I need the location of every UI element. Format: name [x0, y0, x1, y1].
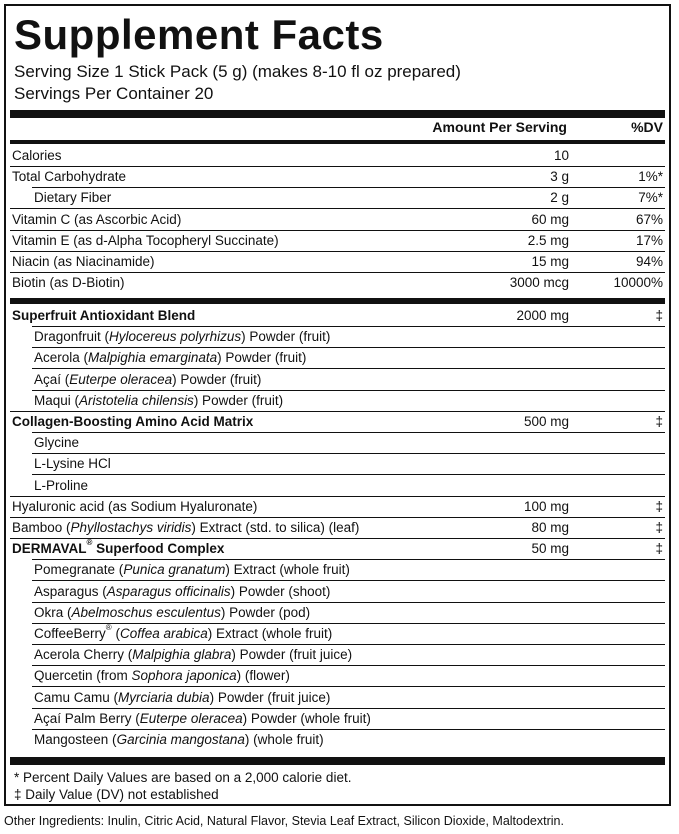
row-name — [34, 644, 352, 665]
amount-value: 60 mg — [531, 211, 569, 227]
name-post: ) Powder (fruit juice) — [209, 689, 331, 705]
dv-value: 7%* — [638, 190, 663, 206]
ingredient-row — [10, 517, 665, 538]
name-pre: Açaí Palm Berry ( — [34, 710, 140, 726]
serving-size: Serving Size 1 Stick Pack (5 g) (makes 8-10 fl oz prepared) — [14, 62, 461, 81]
name-pre: Okra ( — [34, 604, 72, 620]
name-name: DERMAVAL — [12, 541, 87, 557]
name-mark: ® — [86, 538, 93, 548]
supplement-facts-panel — [4, 4, 671, 806]
ingredient-row — [10, 432, 665, 453]
row-name: Dietary Fiber — [34, 190, 112, 206]
row-name: Vitamin C (as Ascorbic Acid) — [12, 211, 182, 227]
ingredient-row — [10, 326, 665, 347]
row-name: Total Carbohydrate — [12, 169, 127, 185]
row-name: Calories — [12, 148, 62, 163]
dv-value: 67% — [635, 211, 663, 227]
ingredient-row — [10, 602, 665, 623]
dv-value: ‡ — [655, 520, 663, 535]
name-latin: Myrciaria dubia — [118, 689, 210, 705]
name-latin: Aristotelia chilensis — [79, 392, 194, 408]
amount-header: Amount Per Serving — [432, 119, 567, 135]
amount-value: 2.5 mg — [527, 232, 569, 248]
name-post: ) Extract (whole fruit) — [225, 562, 350, 578]
amount-value: 100 mg — [523, 498, 569, 514]
ingredient-row — [10, 390, 665, 411]
nutrient-row — [10, 187, 665, 208]
ingredient-row — [10, 729, 665, 750]
row-name: Superfruit Antioxidant Blend — [12, 308, 196, 323]
nutrient-row — [10, 272, 665, 293]
header-divider — [10, 140, 665, 144]
name-latin: Coffea arabica — [119, 626, 208, 641]
row-name: Biotin (as D-Biotin) — [12, 275, 125, 291]
row-name — [34, 729, 324, 750]
ingredient-row — [10, 687, 665, 708]
name-latin: Malpighia glabra — [132, 647, 232, 663]
blend-header-row — [10, 538, 665, 559]
name-latin: Phyllostachys viridis — [70, 520, 192, 535]
footnote-dv: ‡ Daily Value (DV) not established — [14, 787, 219, 802]
dv-value: ‡ — [655, 541, 663, 557]
row-name — [34, 347, 306, 368]
row-name — [34, 581, 330, 602]
name-latin: Euterpe oleracea — [69, 371, 173, 387]
amount-value: 3000 mcg — [509, 275, 569, 291]
name-post: ) Powder (fruit) — [172, 371, 262, 387]
name-pre: Açaí ( — [34, 371, 70, 387]
ingredient-row — [10, 453, 665, 474]
amount-value: 10 — [553, 148, 569, 163]
name-post: ) Powder (shoot) — [230, 583, 331, 599]
name-post: ) Powder (fruit) — [217, 350, 307, 366]
name-pre: Bamboo ( — [12, 520, 71, 535]
name-latin: Abelmoschus esculentus — [71, 604, 221, 620]
amount-value: 50 mg — [531, 541, 569, 557]
name-suffix: Superfood Complex — [92, 541, 225, 557]
row-name: Hyaluronic acid (as Sodium Hyaluronate) — [12, 498, 258, 514]
name-latin: Sophora japonica — [131, 668, 237, 684]
row-name — [12, 517, 359, 538]
row-name: Glycine — [34, 435, 80, 451]
name-pre: Asparagus ( — [34, 583, 107, 599]
servings-per-container: Servings Per Container 20 — [14, 84, 214, 103]
name-post: ) (flower) — [236, 668, 290, 684]
row-name — [12, 538, 224, 559]
panel-title: Supplement Facts — [14, 11, 384, 58]
nutrient-row — [10, 209, 665, 230]
ingredient-row — [10, 369, 665, 390]
name-latin: Euterpe oleracea — [139, 710, 243, 726]
other-ingredients: Other Ingredients: Inulin, Citric Acid, Natural Flavor, Stevia Leaf Extract, Silicon Dioxide, Maltodextrin. — [4, 814, 564, 828]
amount-value: 15 mg — [531, 254, 569, 269]
name-pre: Acerola Cherry ( — [34, 647, 133, 663]
name-latin: Malpighia emarginata — [88, 350, 218, 366]
nutrient-row — [10, 166, 665, 187]
amount-value: 80 mg — [531, 520, 569, 535]
ingredient-row — [10, 496, 665, 517]
name-pre: Maqui ( — [34, 392, 80, 408]
dv-value: 94% — [635, 254, 663, 269]
nutrient-row — [10, 230, 665, 251]
row-name: L-Lysine HCl — [34, 456, 111, 472]
name-pre: Mangosteen ( — [34, 732, 117, 747]
name-latin: Punica granatum — [123, 562, 226, 578]
name-latin: Asparagus officinalis — [106, 583, 231, 599]
row-name — [34, 390, 283, 411]
name-post: ) Extract (whole fruit) — [207, 626, 333, 641]
row-name — [34, 665, 290, 686]
name-post: ) Powder (fruit) — [193, 392, 284, 408]
dv-value: 17% — [635, 232, 663, 248]
name-latin: Hylocereus polyrhizus — [109, 329, 242, 345]
dv-value: 10000% — [613, 275, 663, 291]
ingredient-row — [10, 644, 665, 665]
name-pre: Pomegranate ( — [34, 562, 124, 578]
footer-divider — [10, 757, 665, 765]
dv-value: ‡ — [655, 414, 663, 429]
name-pre: Acerola ( — [34, 350, 89, 366]
ingredient-row — [10, 581, 665, 602]
amount-value: 2000 mg — [516, 308, 569, 323]
dv-value: ‡ — [655, 498, 663, 514]
ingredient-row — [10, 665, 665, 686]
row-name — [34, 559, 350, 580]
name-post: ) Powder (whole fruit) — [242, 710, 371, 726]
row-name — [34, 369, 261, 390]
name-pre2: ( — [111, 626, 120, 641]
blend-header-row — [10, 305, 665, 326]
row-name: Vitamin E (as d-Alpha Tocopheryl Succinate) — [12, 232, 279, 248]
name-pre: Dragonfruit ( — [34, 329, 110, 345]
name-post: ) Powder (pod) — [220, 604, 311, 620]
row-name: Niacin (as Niacinamide) — [12, 254, 155, 269]
ingredient-row — [10, 347, 665, 368]
row-name — [34, 708, 371, 729]
ingredient-row — [10, 559, 665, 580]
row-name — [34, 687, 330, 708]
footnote-percent: * Percent Daily Values are based on a 2,000 calorie diet. — [14, 770, 352, 785]
name-pre: Quercetin (from — [34, 668, 132, 684]
name-post: ) Powder (fruit juice) — [231, 647, 353, 663]
ingredient-row — [10, 623, 665, 644]
row-name — [34, 326, 330, 347]
blend-divider — [10, 298, 665, 304]
ingredient-row — [10, 475, 665, 496]
row-name — [34, 623, 332, 644]
name-latin: Garcinia mangostana — [116, 732, 245, 747]
amount-value: 3 g — [550, 169, 569, 185]
amount-value: 2 g — [550, 190, 569, 206]
row-name — [34, 602, 310, 623]
name-post: ) Powder (fruit) — [241, 329, 331, 345]
name-pre: CoffeeBerry — [34, 626, 106, 641]
name-pre: Camu Camu ( — [34, 689, 119, 705]
name-post: ) Extract (std. to silica) (leaf) — [191, 520, 360, 535]
row-name: Collagen-Boosting Amino Acid Matrix — [12, 414, 254, 429]
dv-header: %DV — [631, 119, 663, 135]
name-post: ) (whole fruit) — [244, 732, 324, 747]
dv-value: ‡ — [655, 308, 663, 323]
dv-value: 1%* — [638, 169, 663, 185]
row-name: L-Proline — [34, 477, 89, 493]
thick-divider — [10, 110, 665, 118]
blend-header-row — [10, 411, 665, 432]
name-mark: ® — [105, 623, 112, 632]
ingredient-row — [10, 708, 665, 729]
nutrient-row — [10, 251, 665, 272]
nutrient-row — [10, 145, 665, 166]
amount-value: 500 mg — [523, 414, 569, 429]
